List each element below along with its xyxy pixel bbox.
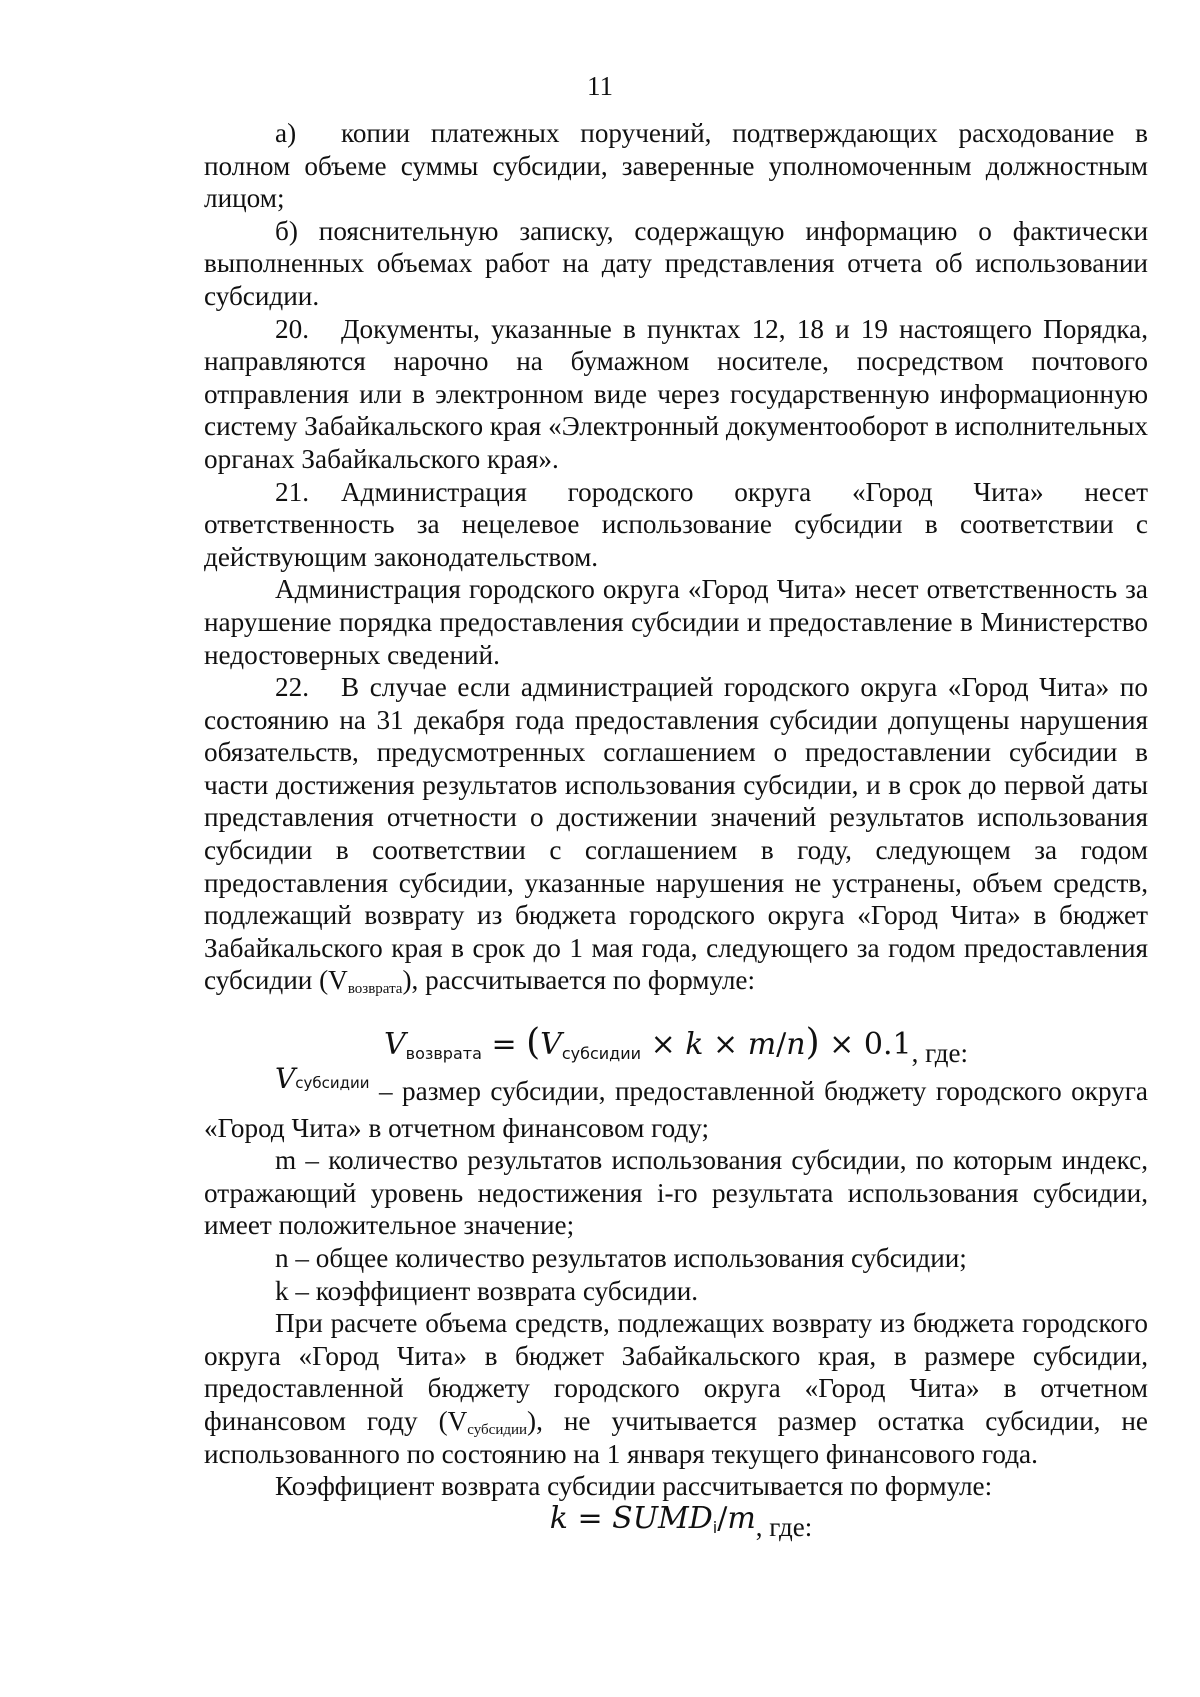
formula2-eq: = — [577, 1500, 603, 1536]
paragraph-22-tail: ), рассчитывается по формуле: — [402, 965, 756, 996]
formula-n: n — [786, 1027, 806, 1063]
paragraph-21 — [204, 476, 1148, 574]
definition-k: k – коэффициент возврата субсидии. — [275, 1275, 699, 1306]
definition-v-subsidy-text: – размер субсидии, предоставленной бюджету городского округа «Город Чита» в отчетном финансовом году; — [204, 1076, 1149, 1143]
item-label-20: 20. — [275, 313, 309, 344]
definition-m: m – количество результатов использования субсидии, по которым индекс, отражающий уровень недостижения i-го результата использования субсидии, имеет положительное значение; — [204, 1145, 1148, 1241]
formula-slash: / — [776, 1027, 787, 1063]
paragraph-22 — [204, 671, 1148, 997]
page-number: 11 — [587, 71, 613, 101]
paragraph-coefficient: Коэффициент возврата субсидии рассчитывается по формуле: — [275, 1471, 993, 1502]
definition-n: n – общее количество результатов использования субсидии; — [275, 1243, 967, 1273]
paragraph-21-second: Администрация городского округа «Город Чита» несет ответственность за нарушение порядка предоставления субсидии и предоставление в Министерство недостоверных сведений. — [204, 574, 1148, 670]
v-subsidy-symbol — [275, 1062, 369, 1095]
formula2-tail: , где: — [755, 1511, 813, 1542]
formula-rparen: ) — [805, 1022, 820, 1064]
paragraph-21-text: Администрация городского округа «Город Чита» несет ответственность за нецелевое использование субсидии в соответствии с действующим законодательством. — [204, 476, 1148, 572]
paragraph-calculation — [204, 1307, 1148, 1470]
paragraph-20 — [204, 313, 1148, 476]
formula-coefficient-math — [550, 1501, 756, 1536]
formula-m: m — [747, 1027, 777, 1063]
paragraph-20-text: Документы, указанные в пунктах 12, 18 и 19 настоящего Порядка, направляются нарочно на бумажном носителе, посредством почтового отправления или в электронном виде через государственную информационную систему Забайкальского края «Электронный документооборот в исполнительных органах Забайкальского края». — [204, 313, 1148, 474]
formula-coefficient — [204, 1500, 1148, 1543]
paragraph-a — [204, 117, 1148, 215]
formula-v2-sub: субсидии — [561, 1044, 642, 1064]
definition-v-subsidy — [204, 1062, 1149, 1144]
paragraph-22-subscript: возврата — [347, 981, 403, 998]
paragraph-22-text: В случае если администрацией городского округа «Город Чита» по состоянию на 31 декабря года предоставления субсидии допущены нарушения обязательств, предусмотренных соглашением о предоставлении субсидии в части достижения результатов использования субсидии, и в срок до первой даты представления отчетности о достижении значений результатов использования субсидии в соответствии с соглашением в году, следующем за годом предоставления субсидии, указанные нарушения не устранены, объем средств, подлежащий возврату из бюджета городского округа «Город Чита» в бюджет Забайкальского края в срок до 1 мая года, следующего за годом предоставления субсидии (V — [204, 672, 1148, 996]
formula2-m: m — [727, 1500, 756, 1536]
v-subsidy-letter: V — [275, 1062, 296, 1096]
item-label-a: а) — [275, 118, 297, 148]
formula2-sumd-sub: i — [712, 1517, 718, 1537]
item-label-21: 21. — [275, 476, 309, 507]
document-body — [204, 117, 1148, 1543]
formula2-slash: / — [717, 1500, 728, 1536]
formula-eq: = — [491, 1027, 517, 1063]
formula-v: V — [383, 1027, 406, 1063]
formula-lparen: ( — [526, 1022, 541, 1064]
formula-times-1: × — [650, 1027, 676, 1063]
formula-coef: 0.1 — [863, 1027, 912, 1063]
paragraph-b: б) пояснительную записку, содержащую информацию о фактически выполненных объемах работ на дату представления отчета об использовании субсидии. — [204, 215, 1148, 311]
paragraph-a-text: копии платежных поручений, подтверждающих расходование в полном объеме суммы субсидии, заверенные уполномоченным должностным лицом; — [204, 118, 1148, 214]
formula-v-sub: возврата — [405, 1044, 482, 1064]
formula-v2: V — [540, 1027, 562, 1063]
formula-tail: , где: — [911, 1038, 969, 1069]
item-label-22: 22. — [275, 672, 309, 703]
formula-times-2: × — [713, 1027, 739, 1063]
formula-k: k — [685, 1027, 704, 1063]
formula2-k: k — [549, 1500, 568, 1536]
formula2-sumd: SUMD — [612, 1500, 713, 1536]
paragraph-calculation-text: При расчете объема средств, подлежащих возврату из бюджета городского округа «Город Чита» в бюджет Забайкальского края, в размере субсидии, предоставленной бюджету городского округа «Город Чита» в отчетном финансовом году (V — [204, 1308, 1148, 1436]
v-subsidy-sub: субсидии — [295, 1074, 370, 1093]
formula-return-volume-math — [383, 1022, 912, 1064]
paragraph-calculation-subscript: субсидии — [467, 1421, 528, 1438]
formula-times-3: × — [829, 1027, 855, 1063]
paragraph-calculation-tail: ), не учитывается размер остатка субсидии, не использованного по состоянию на 1 января текущего финансового года. — [204, 1405, 1149, 1469]
